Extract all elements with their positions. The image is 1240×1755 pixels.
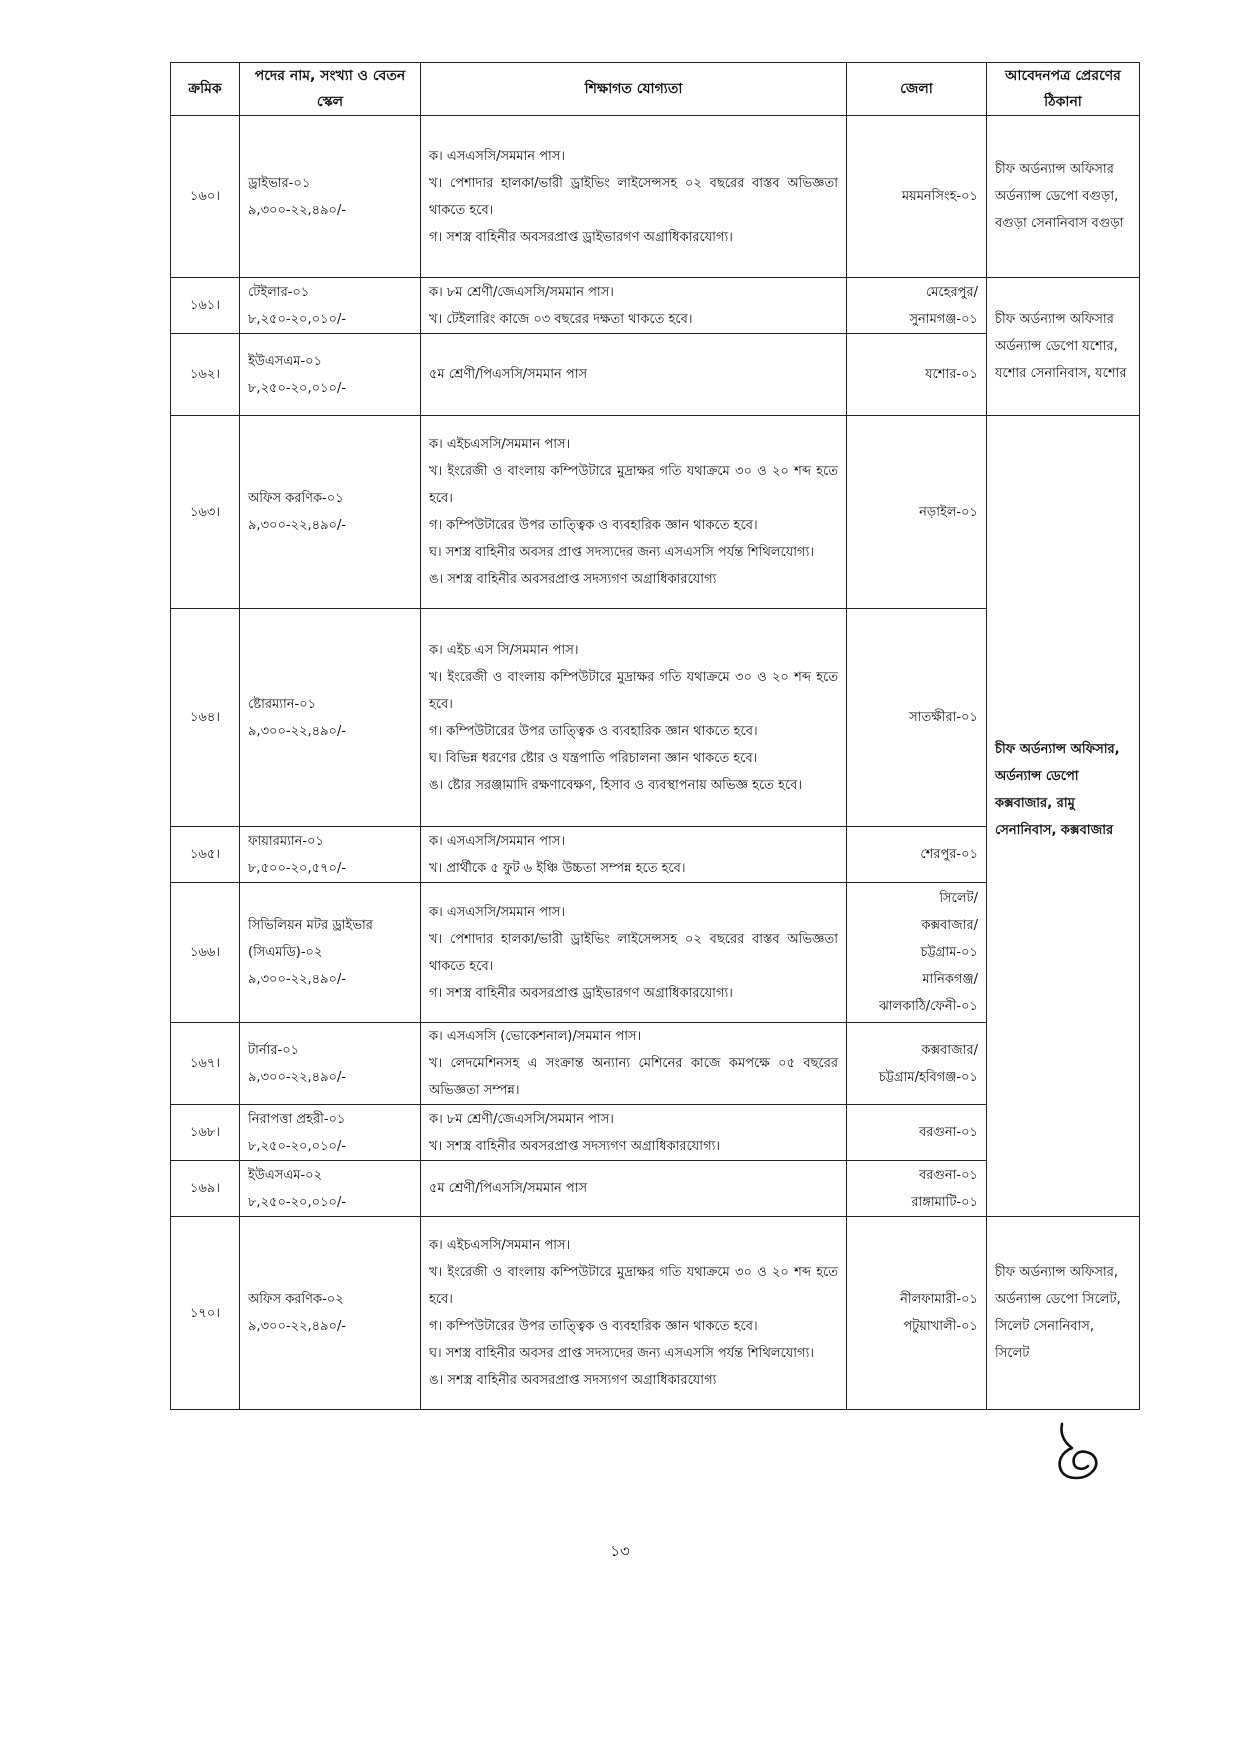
district-name: সিলেট/ (939, 891, 978, 906)
district-name: কক্সবাজার/ (921, 918, 978, 933)
serial-cell: ১৬৩। (171, 416, 240, 609)
post-cell (240, 827, 421, 883)
qualification-cell (421, 609, 847, 827)
header-district: জেলা (847, 63, 987, 116)
qualification-cell (421, 116, 847, 278)
qualification-item: ক। এসএসসি (ভোকেশনাল)/সমমান পাস। (429, 1029, 642, 1044)
qualification-item: গ। সশস্ত্র বাহিনীর অবসরপ্রাপ্ত ড্রাইভারগণ অগ্রাধিকারযোগ্য। (429, 985, 733, 1001)
qualification-item: ক। এসএসসি/সমমান পাস। (429, 904, 566, 920)
post-cell (240, 116, 421, 278)
post-name: অফিস করণিক-০১ (248, 491, 344, 506)
post-name: ইউএসএম-০১ (248, 353, 323, 369)
pay-scale: ৮,২৫০-২০,০১০/- (248, 1138, 347, 1154)
qualification-item: গ। কম্পিউটারের উপর তাত্ত্বিক ও ব্যবহারিক জ্ঞান থাকতে হবে। (429, 723, 758, 739)
district-name: মানিকগঞ্জ/ (922, 972, 978, 987)
qualification-item: ৫ম শ্রেণী/পিএসসি/সমমান পাস (429, 367, 588, 382)
post-cell (240, 1161, 421, 1217)
qualification-cell (421, 1105, 847, 1161)
serial-cell: ১৬৮। (171, 1105, 240, 1161)
header-qualification: শিক্ষাগত যোগ্যতা (421, 63, 847, 116)
address-cell-coxsbazar (987, 416, 1140, 1217)
pay-scale: ৮,৫০০-২০,৫৭০/- (248, 860, 347, 876)
serial-cell: ১৬৯। (171, 1161, 240, 1217)
table-row (171, 116, 1140, 278)
page-number: ১৩ (610, 1542, 630, 1560)
qualification-item: ৫ম শ্রেণী/পিএসসি/সমমান পাস (429, 1181, 588, 1196)
district-name: সুনামগঞ্জ-০১ (909, 311, 978, 327)
qualification-item: খ। পেশাদার হালকা/ভারী ড্রাইভিং লাইসেন্সসহ ০২ বছরের বাস্তব অভিজ্ঞতা থাকতে হবে। (429, 175, 838, 218)
post-cell (240, 1217, 421, 1410)
district-name: চট্টগ্রাম/হবিগঞ্জ-০১ (878, 1069, 978, 1085)
serial-cell: ১৬১। (171, 278, 240, 334)
post-name: ইউএসএম-০২ (248, 1167, 323, 1183)
serial-cell: ১৬২। (171, 334, 240, 416)
district-name: বরগুনা-০১ (918, 1125, 978, 1140)
district-cell (847, 609, 987, 827)
district-name: রাঙ্গামাটি-০১ (911, 1194, 978, 1210)
qualification-item: ক। ৮ম শ্রেণী/জেএসসি/সমমান পাস। (429, 1111, 614, 1127)
district-cell (847, 116, 987, 278)
district-cell (847, 278, 987, 334)
district-cell (847, 1161, 987, 1217)
pay-scale: ৯,৩০০-২২,৪৯০/- (248, 1319, 347, 1334)
post-cell (240, 1023, 421, 1105)
district-name: কক্সবাজার/ (921, 1042, 978, 1058)
qualification-item: ক। এইচএসসি/সমমান পাস। (429, 1238, 571, 1253)
qualification-cell (421, 278, 847, 334)
qualification-item: ঘ। বিভিন্ন ধরণের ষ্টোর ও যন্ত্রপাতি পরিচালনা জ্ঞান থাকতে হবে। (429, 750, 758, 766)
district-name: শেরপুর-০১ (920, 847, 978, 862)
qualification-cell (421, 883, 847, 1023)
post-name: টার্নার-০১ (248, 1042, 300, 1058)
qualification-item: ক। এসএসসি/সমমান পাস। (429, 148, 566, 164)
qualification-item: ঘ। সশস্ত্র বাহিনীর অবসর প্রাপ্ত সদস্যদের জন্য এসএসসি পর্যন্ত শিথিলযোগ্য। (429, 545, 814, 560)
qualification-item: গ। কম্পিউটারের উপর তাত্ত্বিক ও ব্যবহারিক জ্ঞান থাকতে হবে। (429, 518, 758, 533)
district-name: নড়াইল-০১ (919, 504, 978, 520)
address-cell-jashore: চীফ অর্ডন্যান্স অফিসার অর্ডন্যান্স ডেপো যশোর, যশোর সেনানিবাস, যশোর (987, 278, 1140, 416)
district-name: সাতক্ষীরা-০১ (909, 710, 978, 725)
qualification-item: ঙ। সশস্ত্র বাহিনীর অবসরপ্রাপ্ত সদস্যগণ অগ্রাধিকারযোগ্য (429, 1373, 717, 1388)
qualification-cell (421, 334, 847, 416)
qualification-item: খ। সশস্ত্র বাহিনীর অবসরপ্রাপ্ত সদস্যগণ অগ্রাধিকারযোগ্য। (429, 1138, 721, 1154)
district-cell (847, 1105, 987, 1161)
table-header-row (171, 63, 1140, 116)
address-text: চীফ অর্ডন্যান্স অফিসার, অর্ডন্যান্স ডেপো কক্সবাজার, রামু সেনানিবাস, কক্সবাজার (995, 742, 1120, 838)
pay-scale: ৮,২৫০-২০,০১০/- (248, 311, 347, 327)
serial-cell: ১৬৭। (171, 1023, 240, 1105)
table-row (171, 1217, 1140, 1410)
serial-cell: ১৬৬। (171, 883, 240, 1023)
district-name: ঝালকাঠি/ফেনী-০১ (878, 999, 978, 1014)
pay-scale: ৯,৩০০-২২,৪৯০/- (248, 518, 347, 533)
address-cell-bogura: চীফ অর্ডন্যান্স অফিসার অর্ডন্যান্স ডেপো বগুড়া, বগুড়া সেনানিবাস বগুড়া (987, 116, 1140, 278)
qualification-item: গ। সশস্ত্র বাহিনীর অবসরপ্রাপ্ত ড্রাইভারগণ অগ্রাধিকারযোগ্য। (429, 229, 733, 245)
district-name: চট্টগ্রাম-০১ (920, 945, 978, 960)
post-cell (240, 278, 421, 334)
table-row (171, 416, 1140, 609)
serial-cell: ১৬৫। (171, 827, 240, 883)
qualification-item: ক। এইচ এস সি/সমমান পাস। (429, 642, 579, 658)
district-cell (847, 334, 987, 416)
district-name: ময়মনসিংহ-০১ (901, 189, 978, 204)
qualification-item: ক। ৮ম শ্রেণী/জেএসসি/সমমান পাস। (429, 284, 614, 300)
qualification-item: খ। ইংরেজী ও বাংলায় কম্পিউটারে মুদ্রাক্ষর গতি যথাক্রমে ৩০ ও ২০ শব্দ হতে হবে। (429, 1265, 838, 1307)
district-cell (847, 827, 987, 883)
pay-scale: ৯,৩০০-২২,৪৯০/- (248, 1069, 347, 1085)
qualification-item: গ। কম্পিউটারের উপর তাত্ত্বিক ও ব্যবহারিক জ্ঞান থাকতে হবে। (429, 1319, 758, 1334)
signature-mark (1052, 1420, 1108, 1484)
district-name: বরগুনা-০১ (918, 1167, 978, 1183)
table-row (171, 278, 1140, 334)
header-post: পদের নাম, সংখ্যা ও বেতন স্কেল (240, 63, 421, 116)
pay-scale: ৯,৩০০-২২,৪৯০/- (248, 972, 347, 987)
qualification-item: খ। প্রার্থীকে ৫ ফুট ৬ ইঞ্চি উচ্চতা সম্পন্ন হতে হবে। (429, 860, 686, 876)
post-cell (240, 1105, 421, 1161)
qualification-cell (421, 416, 847, 609)
post-name: ফায়ারম্যান-০১ (248, 833, 324, 849)
serial-cell: ১৬০। (171, 116, 240, 278)
serial-cell: ১৭০। (171, 1217, 240, 1410)
qualification-item: খ। পেশাদার হালকা/ভারী ড্রাইভিং লাইসেন্সসহ ০২ বছরের বাস্তব অভিজ্ঞতা থাকতে হবে। (429, 931, 838, 974)
qualification-cell (421, 1217, 847, 1410)
district-cell (847, 883, 987, 1023)
qualification-item: ঘ। সশস্ত্র বাহিনীর অবসর প্রাপ্ত সদস্যদের জন্য এসএসসি পর্যন্ত শিথিলযোগ্য। (429, 1346, 814, 1361)
qualification-item: ক। এইচএসসি/সমমান পাস। (429, 437, 571, 452)
post-name: ড্রাইভার-০১ (248, 175, 311, 191)
district-cell (847, 1023, 987, 1105)
post-name: সিভিলিয়ন মটর ড্রাইভার (সিএমডি)-০২ (248, 918, 373, 960)
district-name: যশোর-০১ (925, 367, 978, 382)
district-name: নীলফামারী-০১ (900, 1292, 978, 1307)
qualification-item: খ। ইংরেজী ও বাংলায় কম্পিউটারে মুদ্রাক্ষর গতি যথাক্রমে ৩০ ও ২০ শব্দ হতে হবে। (429, 464, 838, 506)
qualification-item: খ। লেদমেশিনসহ এ সংক্রান্ত অন্যান্য মেশিনের কাজে কমপক্ষে ০৫ বছরের অভিজ্ঞতা সম্পন্ন। (429, 1056, 838, 1098)
qualification-cell (421, 1023, 847, 1105)
post-cell (240, 609, 421, 827)
district-cell (847, 1217, 987, 1410)
district-name: পটুয়াখালী-০১ (903, 1319, 978, 1334)
header-serial: ক্রমিক (171, 63, 240, 116)
post-name: ষ্টোরম্যান-০১ (248, 696, 317, 712)
address-cell-sylhet: চীফ অর্ডন্যান্স অফিসার, অর্ডন্যান্স ডেপো সিলেট, সিলেট সেনানিবাস, সিলেট (987, 1217, 1140, 1410)
pay-scale: ৯,৩০০-২২,৪৯০/- (248, 723, 347, 739)
qualification-item: খ। টেইলারিং কাজে ০৩ বছরের দক্ষতা থাকতে হবে। (429, 311, 693, 327)
post-cell (240, 416, 421, 609)
header-address: আবেদনপত্র প্রেরণের ঠিকানা (987, 63, 1140, 116)
post-cell (240, 883, 421, 1023)
qualification-item: ক। এসএসসি/সমমান পাস। (429, 833, 566, 849)
post-name: টেইলার-০১ (248, 284, 310, 300)
recruitment-table (170, 62, 1140, 1410)
post-name: অফিস করণিক-০২ (248, 1292, 344, 1307)
district-name: মেহেরপুর/ (925, 284, 978, 300)
pay-scale: ৯,৩০০-২২,৪৯০/- (248, 202, 347, 218)
qualification-cell (421, 1161, 847, 1217)
post-name: নিরাপত্তা প্রহরী-০১ (248, 1111, 346, 1127)
post-cell (240, 334, 421, 416)
qualification-cell (421, 827, 847, 883)
qualification-item: ঙ। সশস্ত্র বাহিনীর অবসরপ্রাপ্ত সদস্যগণ অগ্রাধিকারযোগ্য (429, 572, 717, 587)
serial-cell: ১৬৪। (171, 609, 240, 827)
qualification-item: খ। ইংরেজী ও বাংলায় কম্পিউটারে মুদ্রাক্ষর গতি যথাক্রমে ৩০ ও ২০ শব্দ হতে হবে। (429, 669, 838, 712)
pay-scale: ৮,২৫০-২০,০১০/- (248, 380, 347, 396)
district-cell (847, 416, 987, 609)
qualification-item: ঙ। ষ্টোর সরঞ্জামাদি রক্ষণাবেক্ষণ, হিসাব ও ব্যবস্থাপনায় অভিজ্ঞ হতে হবে। (429, 777, 803, 793)
pay-scale: ৮,২৫০-২০,০১০/- (248, 1194, 347, 1210)
